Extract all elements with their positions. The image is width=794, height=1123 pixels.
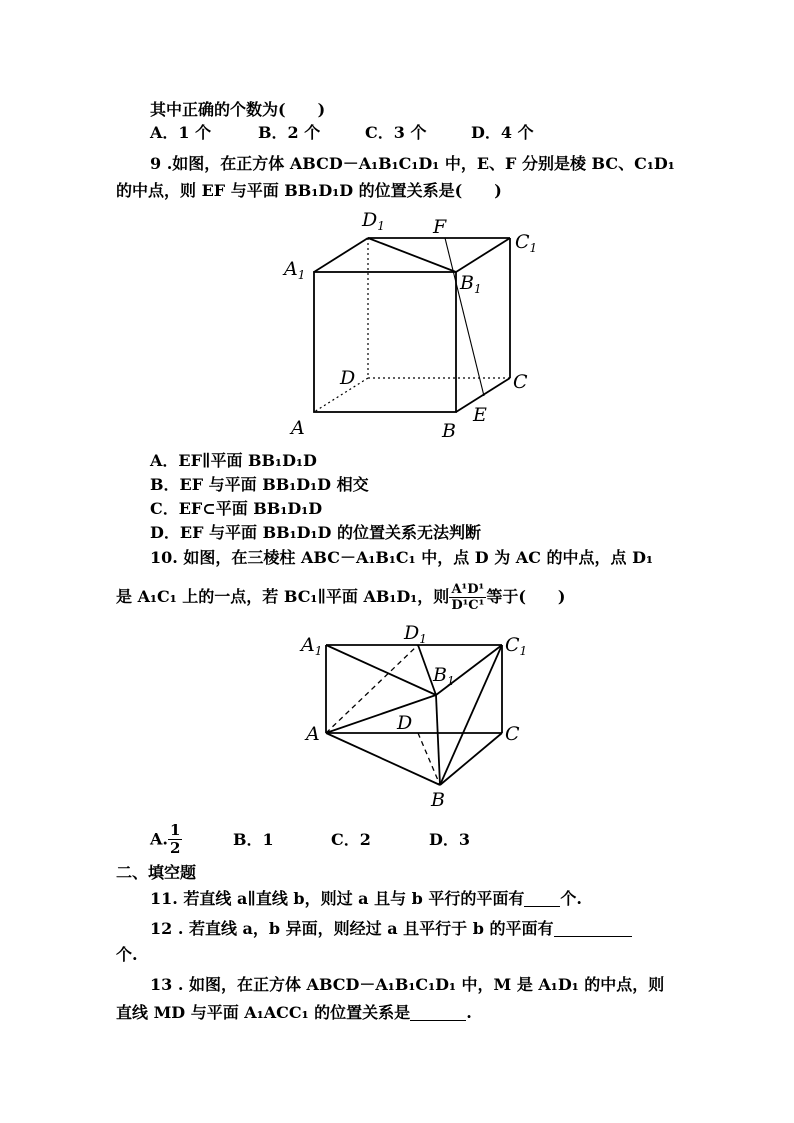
label-d1: $D_1$: [362, 209, 385, 233]
q9-option-c: C．EF⊂平面 BB₁D₁D: [150, 499, 323, 518]
q11-end: 个.: [560, 889, 582, 908]
label-d: D: [397, 712, 413, 734]
label-a: A: [291, 417, 305, 439]
q8-option-a: A．1 个: [150, 123, 212, 142]
label-c: C: [513, 371, 528, 393]
q12-line2: 个.: [116, 945, 138, 964]
q9-stem-line2: 的中点，则 EF 与平面 BB₁D₁D 的位置关系是( ): [116, 181, 502, 200]
label-b1: $B_1$: [433, 664, 455, 688]
q8-option-b: B．2 个: [258, 123, 321, 142]
q10-stem-line2-end: 等于( ): [486, 587, 566, 606]
label-f: F: [433, 216, 447, 238]
label-b: B: [431, 789, 445, 811]
q10-stem-line2-text: 是 A₁C₁ 上的一点，若 BC₁∥平面 AB₁D₁，则: [116, 587, 450, 606]
q9-option-d: D．EF 与平面 BB₁D₁D 的位置关系无法判断: [150, 523, 481, 542]
label-b: B: [442, 420, 456, 442]
q8-option-c: C．3 个: [365, 123, 427, 142]
q10-stem-line1: 10. 如图，在三棱柱 ABC－A₁B₁C₁ 中，点 D 为 AC 的中点，点 D₁: [150, 548, 653, 567]
label-a1: $A_1$: [284, 258, 306, 282]
label-d: D: [340, 367, 356, 389]
label-d1: $D_1$: [404, 622, 427, 646]
label-c1: $C_1$: [515, 231, 538, 255]
q13-text: 直线 MD 与平面 A₁ACC₁ 的位置关系是: [116, 1003, 411, 1022]
q10-ratio-fraction: $\frac{\text{A¹D¹}}{\text{D¹C¹}}$: [451, 582, 485, 613]
q12-blank[interactable]: [554, 920, 632, 937]
q12-text: 12 . 若直线 a，b 异面，则经过 a 且平行于 b 的平面有: [150, 919, 554, 938]
q10-option-a-fraction: $\frac{1}{2}$: [169, 821, 181, 857]
q13-end: .: [466, 1003, 472, 1022]
label-c: C: [505, 723, 520, 745]
q12-line1: [150, 918, 632, 940]
q10-option-a: A. $\frac{1}{2}$: [150, 821, 181, 857]
q9-option-b: B．EF 与平面 BB₁D₁D 相交: [150, 475, 369, 494]
label-e: E: [473, 404, 487, 426]
q10-option-d: D．3: [429, 830, 471, 849]
label-a: A: [306, 723, 320, 745]
q11-blank[interactable]: [524, 890, 560, 907]
q10-option-b: B．1: [233, 830, 274, 849]
q10-option-c: C．2: [331, 830, 371, 849]
label-a1: $A_1$: [301, 634, 323, 658]
q9-stem-line1: 9 .如图，在正方体 ABCD－A₁B₁C₁D₁ 中，E、F 分别是棱 BC、C₁D₁: [150, 154, 675, 173]
q13-line2: [116, 1002, 472, 1024]
q11: [150, 888, 582, 910]
label-b1: $B_1$: [460, 272, 482, 296]
q8-option-d: D．4 个: [471, 123, 534, 142]
label-c1: $C_1$: [505, 634, 528, 658]
q9-option-a: A．EF∥平面 BB₁D₁D: [150, 451, 317, 470]
q13-blank[interactable]: [410, 1004, 466, 1021]
section-heading: 二、填空题: [116, 863, 197, 882]
q13-line1: 13 . 如图，在正方体 ABCD－A₁B₁C₁D₁ 中，M 是 A₁D₁ 的中点，则: [150, 975, 665, 994]
q11-text: 11. 若直线 a∥直线 b，则过 a 且与 b 平行的平面有: [150, 889, 525, 908]
q8-stem: 其中正确的个数为( ): [150, 100, 326, 119]
